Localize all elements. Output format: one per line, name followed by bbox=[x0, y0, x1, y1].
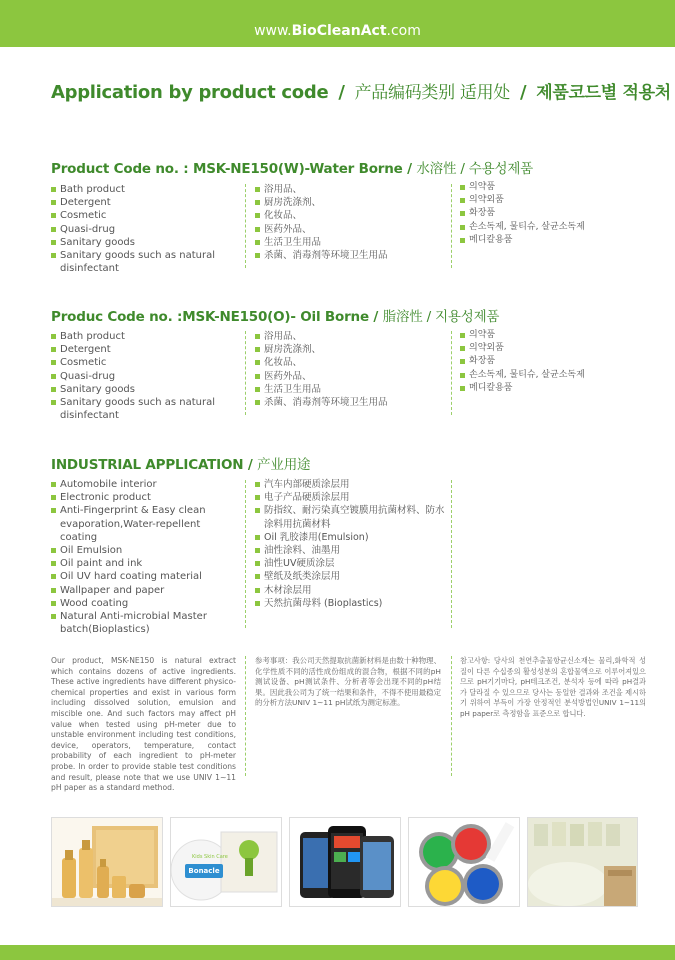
list-item: Wallpaper and paper bbox=[51, 584, 231, 597]
oil-en-list bbox=[51, 330, 216, 422]
list-item: Wood coating bbox=[51, 597, 231, 610]
water-cn-list bbox=[255, 183, 445, 262]
list-item: Cosmetic bbox=[51, 209, 216, 222]
bonacle-small-text: Kids Skin Care bbox=[192, 854, 228, 860]
list-item: 의약외품 bbox=[460, 194, 650, 207]
list-item: 木材涂层用 bbox=[255, 584, 445, 597]
bonacle-product-photo bbox=[170, 817, 282, 907]
list-item: 厨房洗涤剂、 bbox=[255, 196, 445, 209]
list-item: Oil 乳胶漆用(Emulsion) bbox=[255, 531, 445, 544]
list-item: Natural Anti-microbial Master batch(Bioplastics) bbox=[51, 610, 231, 636]
list-item: 의약품 bbox=[460, 329, 650, 342]
list-item: 化妆品、 bbox=[255, 356, 445, 369]
masterbatch-photo bbox=[527, 817, 638, 907]
list-item: Oil paint and ink bbox=[51, 557, 231, 570]
list-item: 화장품 bbox=[460, 207, 650, 220]
list-item: 杀菌、消毒剂等环境卫生用品 bbox=[255, 396, 445, 409]
list-item: 壁纸及纸类涂层用 bbox=[255, 570, 445, 583]
list-item: Sanitary goods such as natural disinfectant bbox=[51, 249, 216, 275]
list-item: Quasi-drug bbox=[51, 370, 216, 383]
list-item: 손소독제, 물티슈, 살균소독제 bbox=[460, 369, 650, 382]
list-item: Cosmetic bbox=[51, 356, 216, 369]
list-item: 厨房洗涤剂、 bbox=[255, 343, 445, 356]
divider bbox=[451, 331, 452, 415]
bottom-banner bbox=[0, 945, 675, 960]
list-item: 油性涂料、油墨用 bbox=[255, 544, 445, 557]
list-item: 화장품 bbox=[460, 355, 650, 368]
note-chinese: 参考事项：我公司天然提取抗菌新材料是由数十种物理、化学性质不同的活性成份组成的混合物，根据不同的pH测试设备、pH测试条件、分析者等会出现不同的pH结果。因此我公司为了统一结果和条件，不得不使用最稳定的分析方法UNIV 1~11 pH试纸为测定标准。 bbox=[255, 656, 441, 708]
page-title: Application by product code / 产品编码类别 适用处 / 제품코드별 적용처 bbox=[51, 82, 671, 103]
section-title-industrial: INDUSTRIAL APPLICATION / 产业用途 bbox=[51, 457, 311, 473]
list-item: Oil Emulsion bbox=[51, 544, 231, 557]
list-item: 메디칼용품 bbox=[460, 234, 650, 247]
list-item: 生活卫生用品 bbox=[255, 236, 445, 249]
note-korean: 참고사항: 당사의 천연추출물항균신소재는 물리,화학적 성질이 다른 수십종의 활성성분의 혼합물액으로 이루어져있으므로 pH기기마다, pH테크조건, 분석자 등에 따라 pH결과가 달라질 수 있으므로 당사는 동일한 결과와 조건을 제시하기 위하여 부득이 가장 안정적인 분석방법인UNIV 1~11의 pH paper로 측정함을 표준으로 합니다. bbox=[460, 656, 646, 718]
water-en-list bbox=[51, 183, 216, 275]
paint-cans-photo bbox=[408, 817, 520, 907]
list-item: Bath product bbox=[51, 330, 216, 343]
divider bbox=[245, 480, 246, 628]
list-item: Oil UV hard coating material bbox=[51, 570, 231, 583]
list-item: 浴用品、 bbox=[255, 183, 445, 196]
cosmetics-photo bbox=[51, 817, 163, 907]
section-title-water: Product Code no. : MSK-NE150(W)-Water Borne / 水溶性 / 수용성제품 bbox=[51, 161, 533, 177]
list-item: 防指纹、耐污染真空镀膜用抗菌材料、防水涂料用抗菌材料 bbox=[255, 504, 445, 530]
divider bbox=[451, 480, 452, 628]
list-item: Sanitary goods bbox=[51, 383, 216, 396]
list-item: 손소독제, 물티슈, 살균소독제 bbox=[460, 221, 650, 234]
list-item: Electronic product bbox=[51, 491, 231, 504]
list-item: 浴用品、 bbox=[255, 330, 445, 343]
list-item: 天然抗菌母料 (Bioplastics) bbox=[255, 597, 445, 610]
divider bbox=[245, 656, 246, 776]
list-item: Anti-Fingerprint & Easy clean evaporation,Water-repellent coating bbox=[51, 504, 231, 544]
list-item: 医药外品、 bbox=[255, 370, 445, 383]
list-item: Detergent bbox=[51, 196, 216, 209]
oil-kr-list bbox=[460, 329, 650, 395]
list-item: Sanitary goods such as natural disinfectant bbox=[51, 396, 216, 422]
section-title-oil: Produc Code no. :MSK-NE150(O)- Oil Borne / 脂溶性 / 지용성제품 bbox=[51, 309, 500, 325]
bonacle-label: Bonacle bbox=[185, 864, 223, 878]
list-item: 电子产品硬质涂层用 bbox=[255, 491, 445, 504]
site-url[interactable]: www.BioCleanAct.com bbox=[254, 23, 421, 39]
list-item: 生活卫生用品 bbox=[255, 383, 445, 396]
list-item: 汽车内部硬质涂层用 bbox=[255, 478, 445, 491]
list-item: 의약외품 bbox=[460, 342, 650, 355]
smartphones-photo bbox=[289, 817, 401, 907]
list-item: Bath product bbox=[51, 183, 216, 196]
divider bbox=[245, 184, 246, 268]
list-item: 化妆品、 bbox=[255, 209, 445, 222]
list-item: Automobile interior bbox=[51, 478, 231, 491]
industrial-cn-list bbox=[255, 478, 445, 610]
list-item: 메디칼용품 bbox=[460, 382, 650, 395]
list-item: Quasi-drug bbox=[51, 223, 216, 236]
water-kr-list bbox=[460, 181, 650, 247]
list-item: Sanitary goods bbox=[51, 236, 216, 249]
list-item: 油性UV硬质涂层 bbox=[255, 557, 445, 570]
list-item: Detergent bbox=[51, 343, 216, 356]
divider bbox=[451, 656, 452, 776]
industrial-en-list bbox=[51, 478, 231, 636]
note-english: Our product, MSK-NE150 is natural extract which contains dozens of active ingredients. These active ingredients have different physico-chemical properties and exist in various form including dissolved solution, emulsion and miscible one. And such factors may affect pH value when tested using pH-meter due to unstable environment including test conditions, device, operators, temperature, contact probability of each ingredient to pH-meter probe. In order to provide stable test conditions and result, please note that we use UNIV 1~11 pH paper as a standard method. bbox=[51, 656, 236, 793]
divider bbox=[451, 184, 452, 268]
oil-cn-list bbox=[255, 330, 445, 409]
divider bbox=[245, 331, 246, 415]
list-item: 医药外品、 bbox=[255, 223, 445, 236]
list-item: 杀菌、消毒剂等环境卫生用品 bbox=[255, 249, 445, 262]
list-item: 의약품 bbox=[460, 181, 650, 194]
